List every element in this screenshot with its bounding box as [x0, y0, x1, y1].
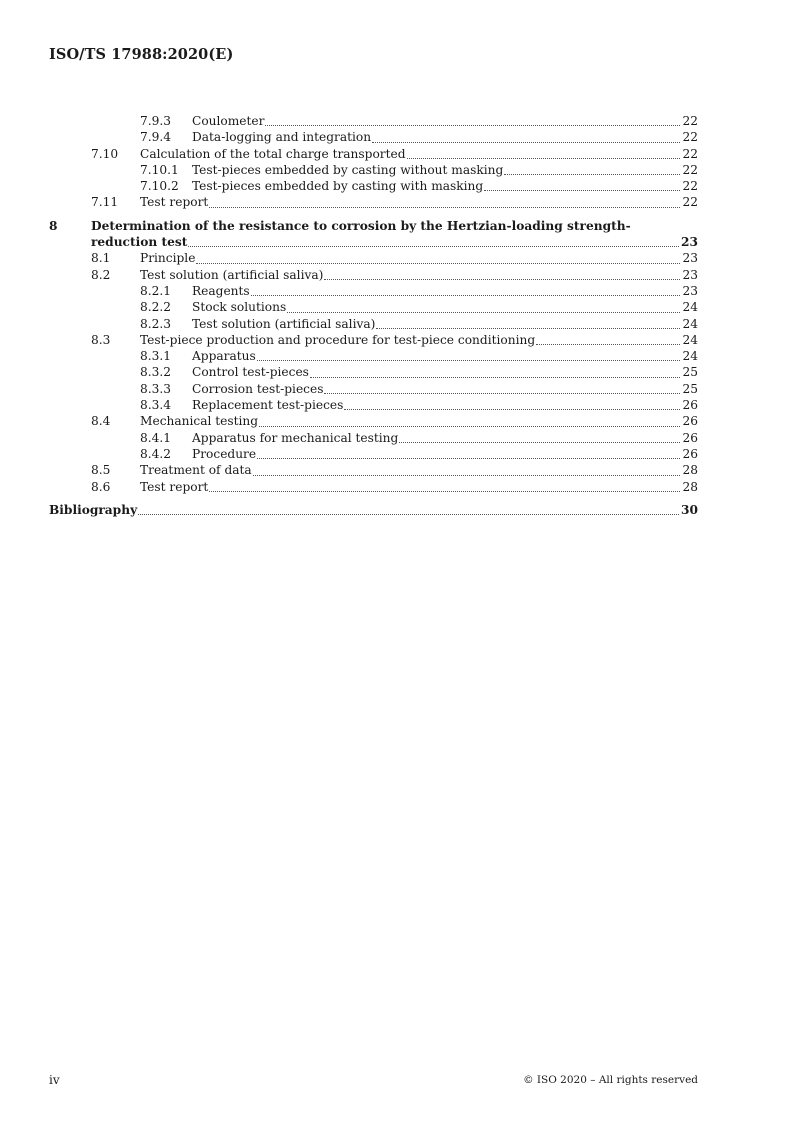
toc-number: 7.10	[91, 146, 119, 161]
toc-entry-bibliography[interactable]	[49, 502, 698, 518]
toc-page: 24	[682, 316, 698, 331]
toc-title: Procedure	[192, 446, 257, 461]
toc-entry-8-2-1[interactable]	[49, 283, 698, 299]
toc-page: 24	[682, 332, 698, 347]
toc-entry-8[interactable]	[49, 234, 698, 250]
toc-page: 26	[682, 414, 698, 429]
document-id-header: ISO/TS 17988:2020(E)	[49, 46, 234, 63]
toc-title: Control test-pieces	[192, 365, 309, 380]
toc-number: 8.3.2	[140, 365, 172, 380]
dot-leader	[257, 458, 680, 459]
toc-entry-8-3-1[interactable]	[49, 348, 698, 364]
toc-title: Apparatus for mechanical testing	[192, 430, 399, 445]
toc-page: 30	[681, 502, 698, 517]
toc-entry-8-2-2[interactable]	[49, 299, 698, 315]
toc-entry-7-9-3[interactable]	[49, 113, 698, 129]
dot-leader	[265, 125, 680, 126]
toc-title: Treatment of data	[140, 463, 252, 478]
dot-leader	[209, 207, 680, 208]
toc-number: 8.4.2	[140, 446, 172, 461]
toc-page: 22	[682, 162, 698, 177]
toc-entry-8-2[interactable]	[49, 267, 698, 283]
toc-number: 7.10.2	[140, 179, 179, 194]
dot-leader	[344, 409, 680, 410]
dot-leader	[310, 377, 681, 378]
toc-page: 24	[682, 300, 698, 315]
toc-title: Test report	[140, 479, 209, 494]
toc-title: Data-logging and integration	[192, 130, 372, 145]
toc-title: Reagents	[192, 283, 250, 298]
toc-number: 8.2.1	[140, 283, 172, 298]
toc-page: 25	[682, 381, 698, 396]
toc-number: 8.2.3	[140, 316, 172, 331]
toc-number: 8.4.1	[140, 430, 172, 445]
toc-title: Apparatus	[192, 349, 256, 364]
toc-number: 7.9.3	[140, 114, 172, 128]
toc-entry-8-3-2[interactable]	[49, 364, 698, 380]
toc-number: 8.3.4	[140, 398, 172, 413]
toc-number: 7.9.4	[140, 130, 172, 145]
dot-leader	[372, 142, 680, 143]
toc-entry-8-4-2[interactable]	[49, 446, 698, 462]
toc-number: 8.3.3	[140, 381, 172, 396]
toc-title: Test report	[140, 195, 209, 210]
toc-entry-7-10-1[interactable]	[49, 162, 698, 178]
toc-title: Test-pieces embedded by casting without masking	[192, 162, 504, 177]
toc-title: Test-pieces embedded by casting with masking	[192, 179, 484, 194]
toc-page: 25	[682, 365, 698, 380]
toc-number: 8.3.1	[140, 349, 172, 364]
toc-number: 8.3	[91, 332, 111, 347]
toc-title: reduction test	[91, 235, 188, 250]
toc-entry-8-1[interactable]	[49, 250, 698, 266]
toc-title: Corrosion test-pieces	[192, 381, 324, 396]
toc-title: Calculation of the total charge transported	[140, 146, 406, 161]
dot-leader	[257, 360, 681, 361]
toc-title-line1: Determination of the resistance to corrosion by the Hertzian-loading strength-	[91, 218, 631, 233]
toc-page: 23	[681, 235, 698, 250]
toc-page: 22	[682, 179, 698, 194]
dot-leader	[504, 174, 680, 175]
toc-page: 28	[682, 463, 698, 478]
toc-title: Coulometer	[192, 114, 265, 128]
toc-entry-8-4-1[interactable]	[49, 430, 698, 446]
toc-entry-8-6[interactable]	[49, 479, 698, 495]
toc-number: 8.2	[91, 267, 111, 282]
toc-page: 26	[682, 430, 698, 445]
toc-page: 22	[682, 114, 698, 128]
toc-entry-7-10-2[interactable]	[49, 178, 698, 194]
toc-page: 26	[682, 398, 698, 413]
toc-entry-8-3-3[interactable]	[49, 381, 698, 397]
toc-number: 7.11	[91, 195, 119, 210]
toc-entry-8-2-3[interactable]	[49, 316, 698, 332]
dot-leader	[287, 312, 680, 313]
dot-leader	[324, 279, 680, 280]
dot-leader	[209, 491, 680, 492]
dot-leader	[407, 158, 681, 159]
toc-page: 22	[682, 146, 698, 161]
toc-entry-8-line1[interactable]	[49, 218, 698, 234]
toc-entry-8-4[interactable]	[49, 413, 698, 429]
toc-entry-8-3[interactable]	[49, 332, 698, 348]
toc-number: 8.5	[91, 463, 111, 478]
dot-leader	[188, 246, 679, 247]
dot-leader	[324, 393, 680, 394]
dot-leader	[536, 344, 680, 345]
toc-title: Test-piece production and procedure for test-piece conditioning	[140, 332, 536, 347]
toc-title: Test solution (artificial saliva)	[140, 267, 324, 282]
dot-leader	[138, 514, 679, 515]
dot-leader	[196, 263, 680, 264]
toc-number: 8.6	[91, 479, 111, 494]
dot-leader	[259, 426, 680, 427]
toc-title: Bibliography	[49, 502, 138, 517]
toc-title: Replacement test-pieces	[192, 398, 344, 413]
toc-page: 23	[682, 283, 698, 298]
toc-number: 8.2.2	[140, 300, 172, 315]
toc-number: 8	[49, 218, 58, 233]
toc-entry-8-3-4[interactable]	[49, 397, 698, 413]
toc-title: Stock solutions	[192, 300, 287, 315]
toc-page: 22	[682, 130, 698, 145]
toc-title: Principle	[140, 251, 196, 266]
toc-page: 22	[682, 195, 698, 210]
toc-title: Test solution (artificial saliva)	[192, 316, 376, 331]
toc-number: 7.10.1	[140, 162, 179, 177]
toc-entry-7-11[interactable]	[49, 194, 698, 210]
toc-entry-8-5[interactable]	[49, 462, 698, 478]
toc-page: 26	[682, 446, 698, 461]
dot-leader	[376, 328, 680, 329]
toc-page: 23	[682, 251, 698, 266]
dot-leader	[253, 475, 681, 476]
table-of-contents	[49, 113, 698, 518]
toc-number: 8.4	[91, 414, 111, 429]
toc-page: 24	[682, 349, 698, 364]
footer-copyright: © ISO 2020 – All rights reserved	[523, 1074, 698, 1086]
toc-entry-7-9-4[interactable]	[49, 129, 698, 145]
toc-entry-7-10[interactable]	[49, 146, 698, 162]
dot-leader	[251, 295, 681, 296]
toc-number: 8.1	[91, 251, 111, 266]
toc-page: 23	[682, 267, 698, 282]
toc-page: 28	[682, 479, 698, 494]
toc-title: Mechanical testing	[140, 414, 259, 429]
footer-page-number: iv	[49, 1073, 60, 1087]
dot-leader	[484, 190, 680, 191]
dot-leader	[399, 442, 680, 443]
